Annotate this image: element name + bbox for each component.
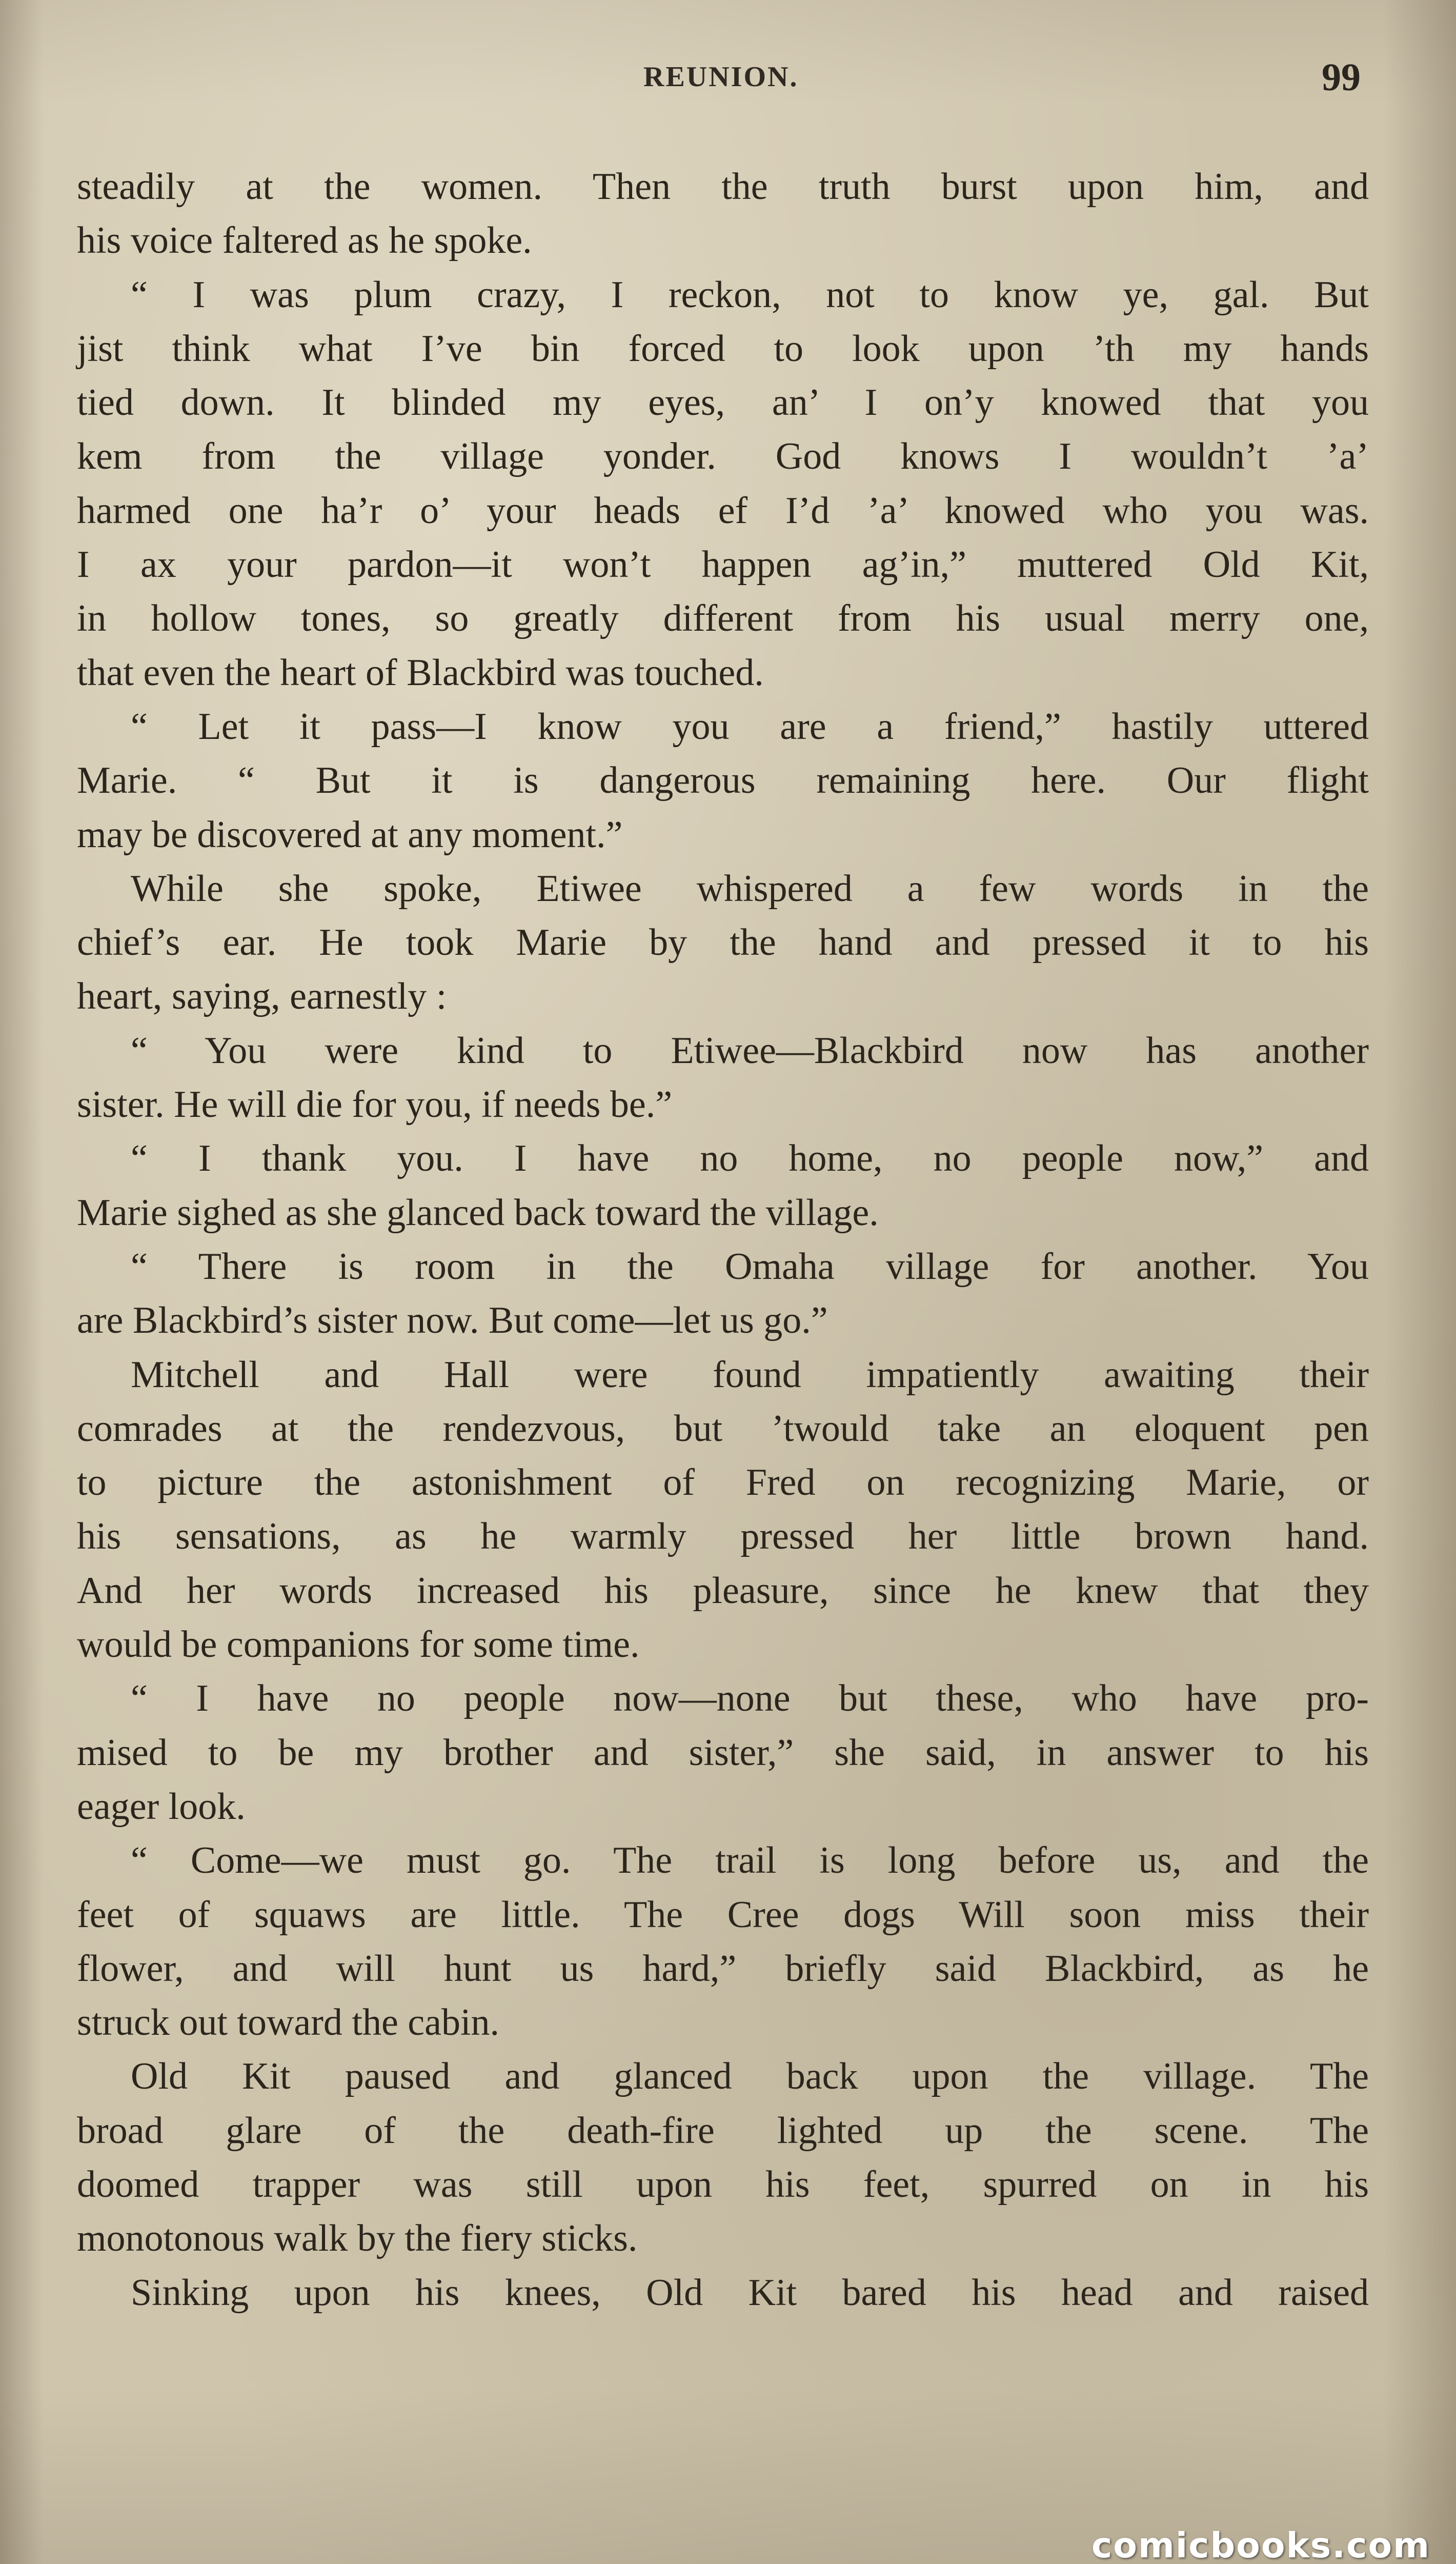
text-line: While she spoke, Etiwee whispered a few words in the bbox=[131, 867, 1369, 910]
text-line: that even the heart of Blackbird was touched. bbox=[77, 651, 764, 694]
text-line: steadily at the women. Then the truth burst upon him, and bbox=[77, 166, 1369, 208]
text-line: heart, saying, earnestly : bbox=[77, 975, 447, 1018]
text-line: jist think what I’ve bin forced to look upon ’th my hands bbox=[77, 327, 1369, 370]
text-line: may be discovered at any moment.” bbox=[77, 813, 623, 856]
watermark: comicbooks.com bbox=[1091, 2526, 1430, 2564]
text-line: And her words increased his pleasure, since he knew that they bbox=[77, 1569, 1369, 1612]
text-line: “ You were kind to Etiwee—Blackbird now has another bbox=[131, 1029, 1369, 1072]
text-line: Marie. “ But it is dangerous remaining here. Our flight bbox=[77, 759, 1369, 802]
text-line: “ Let it pass—I know you are a friend,” hastily uttered bbox=[131, 705, 1369, 748]
text-line: struck out toward the cabin. bbox=[77, 2001, 500, 2044]
text-line: feet of squaws are little. The Cree dogs Will soon miss their bbox=[77, 1893, 1369, 1936]
text-line: doomed trapper was still upon his feet, spurred on in his bbox=[77, 2163, 1369, 2206]
text-line: “ There is room in the Omaha village for another. You bbox=[131, 1245, 1369, 1288]
text-line: tied down. It blinded my eyes, an’ I on’y knowed that you bbox=[77, 382, 1369, 424]
text-line: kem from the village yonder. God knows I wouldn’t ’a’ bbox=[77, 435, 1369, 478]
text-line: monotonous walk by the fiery sticks. bbox=[77, 2217, 638, 2260]
text-line: comrades at the rendezvous, but ’twould take an eloquent pen bbox=[77, 1407, 1369, 1450]
text-line: his voice faltered as he spoke. bbox=[77, 219, 532, 262]
text-line: I ax your pardon—it won’t happen ag’in,” muttered Old Kit, bbox=[77, 544, 1369, 586]
page-number: 99 bbox=[1322, 56, 1361, 99]
running-head bbox=[0, 55, 1456, 102]
text-line: eager look. bbox=[77, 1785, 246, 1828]
text-line: flower, and will hunt us hard,” briefly said Blackbird, as he bbox=[77, 1947, 1369, 1990]
text-line: “ I thank you. I have no home, no people now,” and bbox=[131, 1137, 1369, 1180]
text-line: harmed one ha’r o’ your heads ef I’d ’a’ knowed who you was. bbox=[77, 489, 1369, 532]
text-line: to picture the astonishment of Fred on recognizing Marie, or bbox=[77, 1461, 1369, 1504]
text-line: Sinking upon his knees, Old Kit bared his head and raised bbox=[131, 2271, 1369, 2314]
running-title: REUNION. bbox=[643, 61, 799, 93]
text-line: broad glare of the death-fire lighted up the scene. The bbox=[77, 2109, 1369, 2152]
body-text bbox=[77, 160, 1369, 2320]
text-line: mised to be my brother and sister,” she said, in answer to his bbox=[77, 1731, 1369, 1774]
text-line: sister. He will die for you, if needs be.” bbox=[77, 1084, 673, 1126]
text-line: would be companions for some time. bbox=[77, 1624, 640, 1666]
text-line: Mitchell and Hall were found impatiently awaiting their bbox=[131, 1353, 1369, 1396]
text-line: his sensations, as he warmly pressed her little brown hand. bbox=[77, 1515, 1369, 1558]
text-line: Marie sighed as she glanced back toward the village. bbox=[77, 1191, 879, 1234]
text-line: Old Kit paused and glanced back upon the village. The bbox=[131, 2055, 1369, 2098]
text-line: “ I was plum crazy, I reckon, not to know ye, gal. But bbox=[131, 273, 1369, 316]
text-line: chief’s ear. He took Marie by the hand and pressed it to his bbox=[77, 922, 1369, 964]
text-line: “ Come—we must go. The trail is long before us, and the bbox=[131, 1839, 1369, 1882]
text-line: “ I have no people now—none but these, who have pro- bbox=[131, 1677, 1369, 1720]
text-line: in hollow tones, so greatly different from his usual merry one, bbox=[77, 597, 1369, 640]
text-line: are Blackbird’s sister now. But come—let us go.” bbox=[77, 1299, 828, 1342]
